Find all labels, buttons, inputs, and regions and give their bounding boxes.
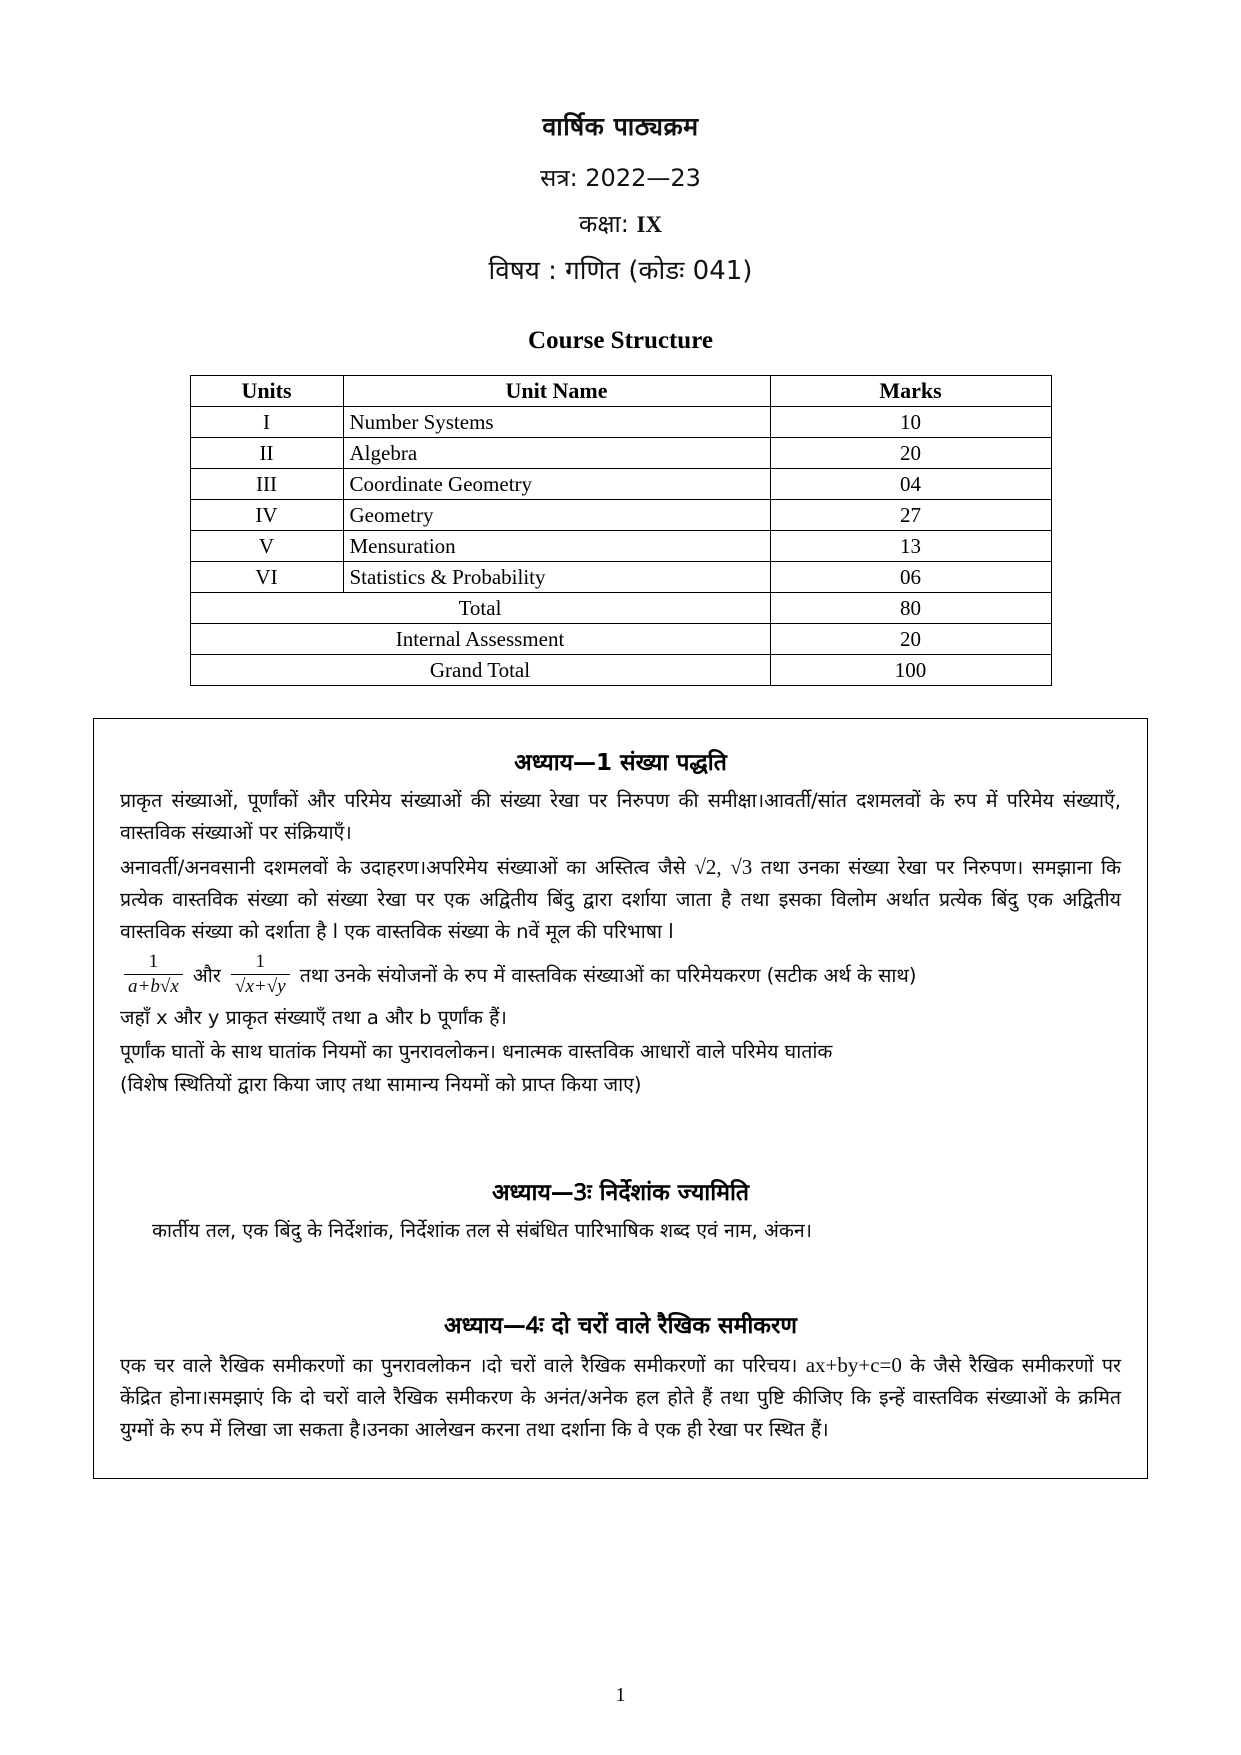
cell-unit: I (190, 407, 343, 438)
table-row (190, 407, 1051, 438)
cell-unit-name: Mensuration (343, 531, 770, 562)
fraction-one-denominator: a+b√x (124, 974, 183, 998)
fraction-two-numerator: 1 (255, 951, 266, 973)
class-label-text: कक्षा: (578, 209, 629, 238)
chapter-3-para-1: कार्तीय तल, एक बिंदु के निर्देशांक, निर्देशांक तल से संबंधित पारिभाषिक शब्द एवं नाम, अंकन। (152, 1218, 813, 1242)
syllabus-content-box (93, 718, 1148, 1479)
table-summary-row-total (190, 593, 1051, 624)
chapter-4-para-1a: एक चर वाले रैखिक समीकरणों का पुनरावलोकन ।दो चरों वाले रैखिक समीकरणों का परिचय। (120, 1354, 806, 1378)
chapter-4-para-1b: के जैसे रैखिक समीकरणों पर केंद्रित होना।समझाएं कि दो चरों वाले रैखिक समीकरण के अनंत/अनेक हल होते हैं तथा पुष्टि कीजिए कि इन्हें वास्तविक संख्याओं के क्रमित युग्मों के रुप में लिखा जा सकता है।उनका आलेखन करना तथा दर्शाना कि वे एक ही रेखा पर स्थित हैं। (120, 1354, 1121, 1441)
fraction-two (231, 951, 290, 998)
cell-summary-label: Grand Total (190, 655, 770, 686)
cell-unit: IV (190, 500, 343, 531)
table-row (190, 469, 1051, 500)
table-row (190, 562, 1051, 593)
cell-summary-label: Internal Assessment (190, 624, 770, 655)
cell-summary-marks: 20 (770, 624, 1051, 655)
cell-marks: 10 (770, 407, 1051, 438)
table-summary-row-internal-assessment (190, 624, 1051, 655)
table-header-row (190, 376, 1051, 407)
fraction-one (124, 951, 183, 998)
class-value: IX (636, 211, 663, 237)
table-summary-row-grand-total (190, 655, 1051, 686)
cell-summary-marks: 100 (770, 655, 1051, 686)
chapter-1-para-4: पूर्णांक घातों के साथ घातांक नियमों का पुनरावलोकन। धनात्मक वास्तविक आधारों वाले परिमेय घातांक (120, 1039, 833, 1063)
cell-marks: 06 (770, 562, 1051, 593)
chapter-3-body (120, 1215, 1121, 1247)
cell-unit-name: Coordinate Geometry (343, 469, 770, 500)
cell-marks: 20 (770, 438, 1051, 469)
chapter-1-body (120, 785, 1121, 1101)
cell-unit-name: Geometry (343, 500, 770, 531)
cell-unit: V (190, 531, 343, 562)
chapter-1-heading: अध्याय—1 संख्या पद्धति (514, 750, 727, 776)
rationalisation-formula-line (120, 953, 1121, 1000)
cell-unit-name: Statistics & Probability (343, 562, 770, 593)
chapter-4-heading: अध्याय—4ः दो चरों वाले रैखिक समीकरण (444, 1313, 797, 1340)
chapter-1-para-1: प्राकृत संख्याओं, पूर्णांकों और परिमेय संख्याओं की संख्या रेखा पर निरुपण की समीक्षा।आवर्ती/सांत दशमलवों के रुप में परिमेय संख्याएँ, वास्तविक संख्याओं पर संक्रियाएँ। (120, 789, 1121, 844)
chapter-1-para-2 (120, 850, 1121, 947)
table-row (190, 438, 1051, 469)
table-row (190, 500, 1051, 531)
session-label: सत्र: 2022—23 (540, 163, 701, 192)
subject-label: विषय : गणित (कोडः 041) (488, 256, 753, 286)
class-label (0, 206, 1241, 243)
cell-marks: 27 (770, 500, 1051, 531)
sqrt-3-value: √3 (730, 855, 753, 880)
page-number: 1 (615, 1684, 626, 1706)
chapter-3-heading: अध्याय—3ः निर्देशांक ज्यामिति (491, 1179, 750, 1206)
cell-summary-marks: 80 (770, 593, 1051, 624)
cell-marks: 04 (770, 469, 1051, 500)
sqrt-2-value: √2, (694, 855, 722, 880)
column-header-marks: Marks (770, 376, 1051, 407)
chapter-4-para-1 (120, 1348, 1121, 1445)
column-header-units: Units (190, 376, 343, 407)
document-header (0, 0, 1241, 291)
column-header-unit-name: Unit Name (343, 376, 770, 407)
cell-marks: 13 (770, 531, 1051, 562)
cell-unit: VI (190, 562, 343, 593)
course-structure-table (190, 375, 1052, 686)
chapter-4-body (120, 1348, 1121, 1445)
linear-equation-formula: ax+by+c=0 (805, 1353, 902, 1378)
fraction-one-numerator: 1 (148, 951, 159, 973)
course-structure-title: Course Structure (528, 327, 713, 354)
course-structure-table-wrapper (190, 375, 1052, 686)
cell-unit-name: Algebra (343, 438, 770, 469)
fraction-two-denominator: √x+√y (231, 974, 290, 998)
page-title: वार्षिक पाठ्यक्रम (542, 112, 699, 141)
cell-unit: II (190, 438, 343, 469)
chapter-1-para-3: जहाँ x और y प्राकृत संख्याएँ तथा a और b पूर्णांक हैं। (120, 1006, 507, 1030)
chapter-1-para-5: (विशेष स्थितियों द्वारा किया जाए तथा सामान्य नियमों को प्राप्त किया जाए) (120, 1073, 642, 1097)
chapter-1-para-2c: वें मूल की परिभाषा l (528, 919, 674, 943)
cell-unit: III (190, 469, 343, 500)
fraction-trailing-text: तथा उनके संयोजनों के रुप में वास्तविक संख्याओं का परिमेयकरण (सटीक अर्थ के साथ) (299, 964, 917, 988)
chapter-1-para-2b: तथा उनका संख्या रेखा पर निरुपण। समझाना कि प्रत्येक वास्तविक संख्या को संख्या रेखा पर एक अद्वितीय बिंदु द्वारा दर्शाया जाता है तथा इसका विलोम अर्थात प्रत्येक बिंदु एक अद्वितीय वास्तविक संख्या को दर्शाता है l एक वास्तविक संख्या के n (120, 856, 1121, 943)
cell-summary-label: Total (190, 593, 770, 624)
table-row (190, 531, 1051, 562)
cell-unit-name: Number Systems (343, 407, 770, 438)
chapter-1-para-2a: अनावर्ती/अनवसानी दशमलवों के उदाहरण।अपरिमेय संख्याओं का अस्तित्व जैसे (120, 856, 695, 880)
fraction-joiner: और (192, 964, 221, 988)
